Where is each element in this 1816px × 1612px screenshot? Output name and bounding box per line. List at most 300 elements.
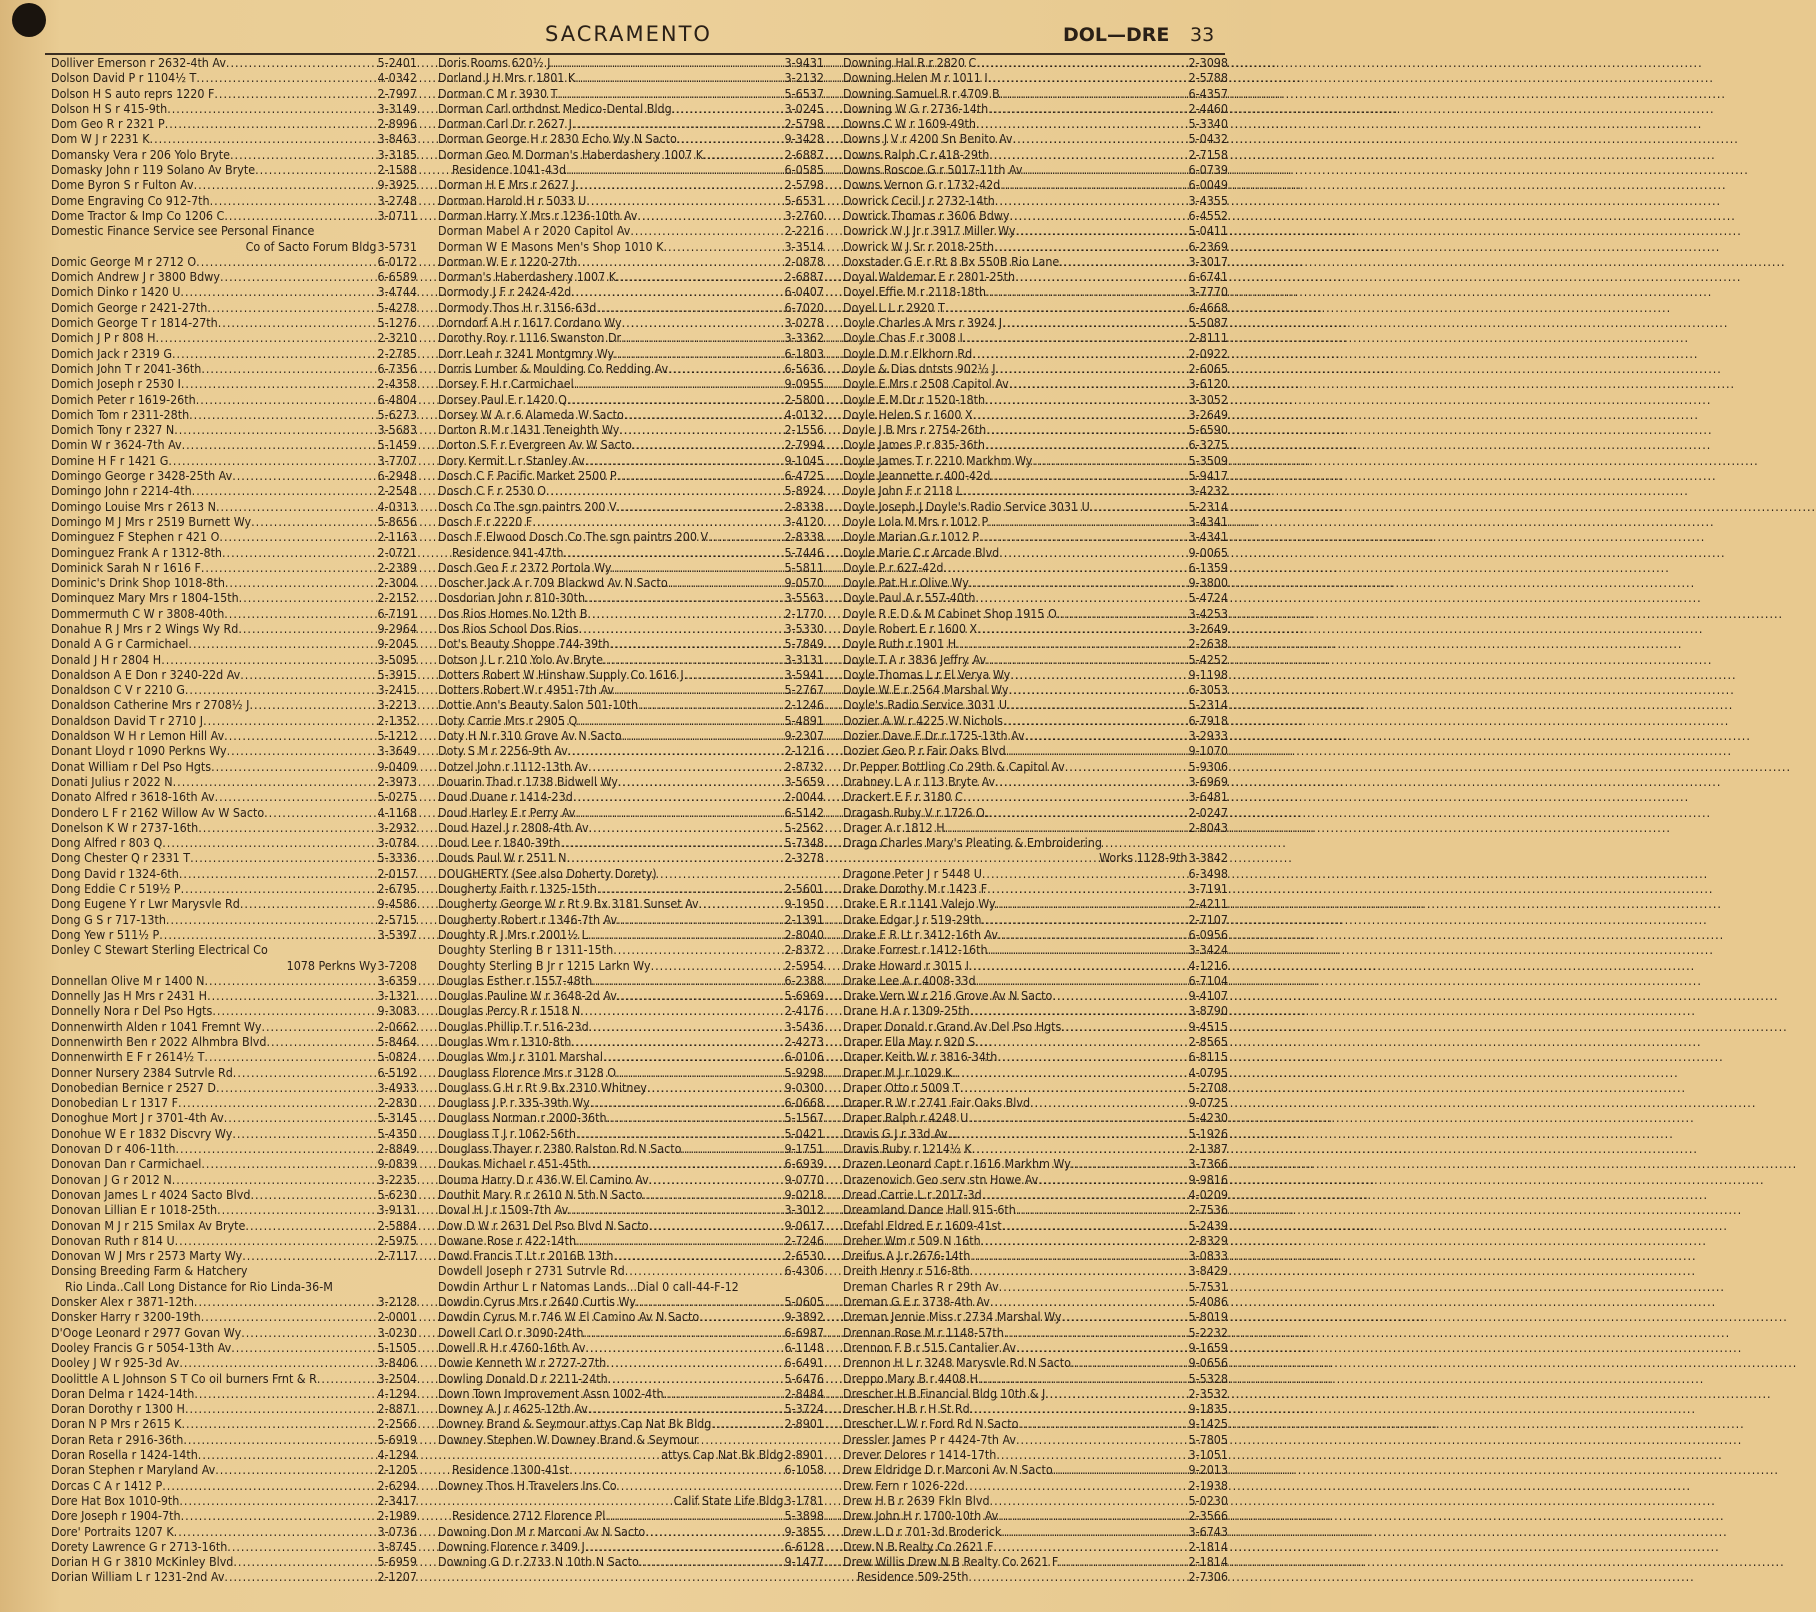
listing-phone: 2-8565: [1188, 1034, 1228, 1049]
listing-phone: 6-2369: [1188, 238, 1228, 254]
dot-leader: [1071, 1156, 1188, 1171]
listing-entry: [438, 697, 824, 712]
dot-leader: [569, 1462, 783, 1477]
dot-leader: [630, 223, 783, 238]
listing-phone: 5-2767: [784, 682, 824, 698]
listing-phone: 6-6491: [784, 1355, 824, 1371]
listing-name: Downey Thos H Travelers Ins Co: [438, 1477, 617, 1493]
dot-leader: [571, 284, 783, 299]
listing-entry: [51, 560, 417, 575]
listing-phone: 2-8338: [784, 529, 824, 545]
listing-entry: [438, 1416, 824, 1431]
listing-name: Donnenwirth Alden r 1041 Fremnt Wy: [51, 1018, 262, 1034]
listing-phone: 2-5975: [377, 1232, 417, 1248]
listing-phone: 2-8043: [1188, 819, 1228, 835]
listing-phone: 2-5715: [377, 911, 417, 927]
listing-entry: [843, 1294, 1228, 1309]
dot-leader: [255, 162, 376, 177]
listing-phone: 2-0001: [377, 1309, 417, 1325]
listing-phone: 3-3149: [377, 100, 417, 116]
listing-phone: 2-1556: [784, 422, 824, 438]
listing-phone: 9-0218: [784, 1186, 824, 1202]
listing-phone: 2-3004: [377, 575, 417, 591]
listing-name: Dorman C M r 3930 T: [438, 85, 558, 101]
listing-entry: [51, 1493, 417, 1508]
listing-phone: 2-8901: [784, 1447, 824, 1463]
listing-name: Downing G D r 2733 N 10th N Sacto: [438, 1554, 639, 1570]
listing-entry: [438, 1355, 824, 1370]
listing-name: Downey Brand & Seymour attys Cap Nat Bk Bldg: [438, 1416, 712, 1432]
dot-leader: [201, 1309, 377, 1324]
listing-entry: [51, 621, 417, 636]
listing-entry: [51, 1080, 417, 1095]
listing-entry: [438, 1309, 824, 1324]
listing-name: Drew N B Realty Co 2621 F: [843, 1538, 994, 1554]
listing-entry: [51, 1386, 417, 1401]
listing-phone: 5-0432: [1188, 131, 1228, 147]
listing-phone: 3-1321: [377, 988, 417, 1004]
listing-phone: 9-2964: [377, 620, 417, 636]
listing-phone: 3-8406: [377, 1355, 417, 1371]
listing-phone: 5-1276: [377, 315, 417, 331]
listing-phone: 2-0878: [784, 253, 824, 269]
listing-entry: [438, 1003, 824, 1018]
listing-phone: 2-4211: [1188, 896, 1228, 912]
listing-phone: 3-3514: [784, 238, 824, 254]
listing-phone: 3-0278: [784, 315, 824, 331]
listing-phone: 3-4120: [784, 513, 824, 529]
dot-leader: [986, 284, 1188, 299]
dot-leader: [649, 1218, 784, 1233]
dot-leader: [588, 759, 783, 774]
dot-leader: [173, 774, 377, 789]
listing-name: Doyle E Mrs r 2508 Capitol Av: [843, 376, 1009, 392]
listing-entry: [51, 1003, 417, 1018]
dot-leader: [216, 1080, 377, 1095]
listing-entry: [843, 1309, 1228, 1324]
listing-entry: [51, 131, 417, 146]
listing-entry: [51, 499, 417, 514]
listing-entry: [843, 1524, 1228, 1539]
listing-entry: [438, 835, 824, 850]
dot-leader: [999, 545, 1187, 560]
dot-leader: [1008, 682, 1187, 697]
listing-name: Doyle Marie C r Arcade Blvd: [843, 544, 1000, 560]
listing-entry: [51, 514, 417, 529]
listing-name: Donaldson W H r Lemon Hill Av: [51, 728, 225, 744]
listing-entry: [843, 162, 1228, 177]
listing-name: Donsing Breeding Farm & Hatchery: [51, 1263, 248, 1279]
dot-leader: [978, 1371, 1187, 1386]
dot-leader: [227, 743, 377, 758]
listing-phone: 6-7104: [1188, 972, 1228, 988]
dot-leader: [987, 881, 1187, 896]
listing-entry: [51, 1294, 417, 1309]
dot-leader: [985, 805, 1188, 820]
listing-entry: [51, 1126, 417, 1141]
listing-phone: 5-6273: [377, 406, 417, 422]
dot-leader: [684, 667, 784, 682]
listing-name: Downing Don M r Marconi Av N Sacto: [438, 1523, 646, 1539]
listing-phone: 6-2948: [377, 468, 417, 484]
listing-entry: [438, 514, 824, 529]
dot-leader: [172, 1172, 377, 1187]
listing-name: Donelson K W r 2737-16th: [51, 819, 199, 835]
listing-entry: [438, 177, 824, 192]
listing-entry: [843, 330, 1228, 345]
listing-entry: [438, 1447, 824, 1462]
dot-leader: [179, 1493, 376, 1508]
listing-name: Calif State Life Bldg: [673, 1492, 784, 1508]
listing-entry: [51, 866, 417, 881]
listing-phone: 2-8996: [377, 116, 417, 132]
listing-name: Donald J H r 2804 H: [51, 651, 162, 667]
listing-name: Domich Tom r 2311-28th: [51, 406, 190, 422]
dot-leader: [603, 652, 783, 667]
listing-phone: 9-0770: [784, 1171, 824, 1187]
listing-phone: 2-5788: [1188, 70, 1228, 86]
dot-leader: [166, 912, 377, 927]
dot-leader: [210, 193, 377, 208]
listing-entry: [843, 116, 1228, 131]
listing-entry: [51, 376, 417, 391]
listing-phone: 2-1207: [377, 1569, 417, 1585]
listing-entry: [438, 116, 824, 131]
listing-entry: [51, 1218, 417, 1233]
listing-name: Doud Duane r 1414-23d: [438, 789, 573, 805]
listing-name: Donsker Alex r 3871-12th: [51, 1294, 194, 1310]
dot-leader: [224, 1110, 377, 1125]
listing-entry: [843, 575, 1228, 590]
listing-phone: 2-8111: [1188, 330, 1228, 346]
dot-leader: [207, 988, 376, 1003]
listing-name: Drefahl Eldred E r 1609-41st: [843, 1217, 1002, 1233]
listing-entry: [843, 560, 1228, 575]
dot-leader: [585, 453, 784, 468]
listing-name: Douglas Pauline W r 3648-2d Av: [438, 988, 617, 1004]
listing-phone: 3-8463: [377, 131, 417, 147]
listing-entry: [438, 453, 824, 468]
listing-name: D'Ooge Leonard r 2977 Govan Wy: [51, 1324, 242, 1340]
listing-entry: [438, 1156, 824, 1171]
dot-leader: [172, 346, 377, 361]
listing-phone: 9-3800: [1188, 575, 1228, 591]
listing-entry: [51, 193, 417, 208]
listing-phone: 2-1770: [784, 605, 824, 621]
listing-phone: 3-5659: [784, 773, 824, 789]
listing-phone: 2-7994: [784, 437, 824, 453]
listing-entry: [843, 1126, 1228, 1141]
dot-leader: [563, 545, 783, 560]
listing-phone: 6-3498: [1188, 865, 1228, 881]
dot-leader: [1004, 1325, 1188, 1340]
listing-phone: 3-5731: [377, 238, 417, 254]
listing-name: Doyel Effie M r 2118-18th: [843, 284, 987, 300]
dot-leader: [1007, 697, 1188, 712]
dot-leader: [196, 254, 376, 269]
listing-name: Douglas Esther r 1557-48th: [438, 972, 593, 988]
listing-entry: [843, 1034, 1228, 1049]
listing-entry: [843, 743, 1228, 758]
listing-entry: [843, 820, 1228, 835]
dot-leader: [225, 575, 377, 590]
listing-name: Doyle D M r Elkhorn Rd: [843, 345, 973, 361]
listing-entry: [438, 942, 824, 957]
listing-entry: [51, 1554, 417, 1569]
listing-phone: 5-7348: [784, 835, 824, 851]
dot-leader: [603, 1049, 784, 1064]
listing-phone: 6-4357: [1188, 85, 1228, 101]
dot-leader: [976, 116, 1188, 131]
listing-entry: [843, 1233, 1228, 1248]
listing-name: Drennon H L r 3248 Marysvle Rd N Sacto: [843, 1355, 1071, 1371]
listing-phone: 9-0617: [784, 1217, 824, 1233]
listing-entry: [51, 162, 417, 177]
listing-phone: 2-8871: [377, 1401, 417, 1417]
dot-leader: [183, 1432, 376, 1447]
dot-leader: [211, 759, 376, 774]
listing-name: Donovan W J Mrs r 2573 Marty Wy: [51, 1248, 243, 1264]
dot-leader: [317, 1371, 377, 1386]
listing-name: Downing Florence r 3409 J: [438, 1538, 585, 1554]
listing-phone: 2-1163: [377, 529, 417, 545]
city-title: SACRAMENTO: [545, 22, 712, 46]
dot-leader: [192, 483, 377, 498]
dot-leader: [588, 1156, 783, 1171]
dot-leader: [251, 514, 376, 529]
listing-entry: [51, 1065, 417, 1080]
listing-entry: [843, 590, 1228, 605]
listing-name: Drever Delores r 1414-17th: [843, 1447, 997, 1463]
listing-entry: [438, 1218, 824, 1233]
listing-phone: 5-6590: [1188, 422, 1228, 438]
listing-name: Dowane Rose r 422-14th: [438, 1232, 577, 1248]
dot-leader: [1030, 1095, 1187, 1110]
dot-leader: [198, 820, 376, 835]
listing-entry: [843, 835, 1228, 850]
listing-entry: [438, 1478, 824, 1493]
listing-entry: [843, 1187, 1228, 1202]
listing-entry: [843, 973, 1228, 988]
listing-entry: [438, 682, 824, 697]
listing-name: Domich John T r 2041-36th: [51, 360, 202, 376]
dot-leader: [242, 1248, 376, 1263]
listing-entry: [843, 392, 1228, 407]
listing-name: Dorety Lawrence G r 2713-16th: [51, 1538, 228, 1554]
listing-name: Downing Helen M r 1011 I: [843, 70, 988, 86]
listing-entry: [843, 315, 1228, 330]
listing-name: Douglas Wm J r 3101 Marshal: [438, 1049, 603, 1065]
listing-entry: [438, 1539, 824, 1554]
listing-entry: [438, 70, 824, 85]
listing-entry: [843, 1554, 1228, 1569]
listing-name: Dorton R M r 1431 Teneighth Wy: [438, 422, 620, 438]
dot-leader: [647, 1080, 784, 1095]
listing-phone: 2-5798: [784, 177, 824, 193]
listing-name: Doolittle A L Johnson S T Co oil burners Frnt & R: [51, 1370, 317, 1386]
listing-phone: 3-3185: [377, 146, 417, 162]
listing-name: Residence 1041-43d: [452, 162, 567, 178]
listing-phone: 3-2504: [377, 1370, 417, 1386]
listing-phone: 5-3724: [784, 1401, 824, 1417]
listing-name: Doyle's Radio Service 3031 U: [843, 697, 1008, 713]
listing-name: Dozier Geo P r Fair Oaks Blvd: [843, 743, 1006, 759]
listing-phone: 6-0407: [784, 284, 824, 300]
listing-phone: 3-7366: [1188, 1156, 1228, 1172]
listing-phone: 2-6795: [377, 881, 417, 897]
listing-entry: [843, 1095, 1228, 1110]
dot-leader: [952, 1065, 1187, 1080]
listing-phone: 2-1352: [377, 712, 417, 728]
listing-phone: 2-1814: [1188, 1538, 1228, 1554]
listing-name: Donnelly Nora r Del Pso Hgts: [51, 1003, 213, 1019]
listing-phone: 3-2649: [1188, 406, 1228, 422]
dot-leader: [1058, 1554, 1187, 1569]
listing-name: Drackert E F r 3180 C: [843, 789, 963, 805]
dot-leader: [238, 621, 376, 636]
listing-entry: [438, 1371, 824, 1386]
listing-entry: [843, 55, 1228, 70]
listing-name: Dome Tractor & Imp Co 1206 C: [51, 207, 225, 223]
listing-phone: 2-0662: [377, 1018, 417, 1034]
listing-phone: 5-5087: [1188, 315, 1228, 331]
listing-phone: 9-1835: [1188, 1401, 1228, 1417]
listing-name: Doyle T A r 3836 Jeffry Av: [843, 651, 987, 667]
listing-entry: [438, 437, 824, 452]
dot-leader: [988, 70, 1188, 85]
listing-entry: [51, 1432, 417, 1447]
listing-name: Dreman Jennie Miss r 2734 Marshal Wy: [843, 1309, 1062, 1325]
listing-name: Drake Lee A r 4008-33d: [843, 972, 976, 988]
listing-entry: [438, 300, 824, 315]
listing-entry: [51, 468, 417, 483]
listing-name: Dorman W E r 1220-27th: [438, 253, 578, 269]
listing-entry: [438, 1493, 824, 1508]
listing-name: Downing Samuel R r 4709 B: [843, 85, 1000, 101]
listing-phone: 2-4460: [1188, 100, 1228, 116]
dot-leader: [198, 1447, 377, 1462]
listing-name: Doty Carrie Mrs r 2905 Q: [438, 712, 578, 728]
listing-entry: [438, 560, 824, 575]
listing-phone: 5-4230: [1188, 1110, 1228, 1126]
listing-phone: 2-3417: [377, 1492, 417, 1508]
listing-phone: 5-1567: [784, 1110, 824, 1126]
listing-name: Domich Joseph r 2530 I: [51, 376, 181, 392]
dot-leader: [590, 1095, 784, 1110]
listing-name: Donald A G r Carmichael: [51, 636, 189, 652]
listing-entry: [843, 1462, 1228, 1477]
dot-leader: [1022, 162, 1187, 177]
listing-phone: 5-2401: [377, 55, 417, 70]
listing-name: Dowdin Cyrus Mrs r 2640 Curtis Wy: [438, 1294, 636, 1310]
dot-leader: [589, 1019, 784, 1034]
listing-entry: [438, 1019, 824, 1034]
listing-phone: 5-3336: [377, 850, 417, 866]
listing-entry: [438, 284, 824, 299]
listing-name: DOUGHERTY (See also Doherty Dorety): [438, 865, 657, 881]
listing-entry: [438, 1141, 824, 1156]
listing-entry: [438, 1462, 824, 1477]
dot-leader: [990, 1493, 1188, 1508]
listing-name: Dory Kermit L r Stanley Av: [438, 452, 585, 468]
listing-phone: 3-3052: [1188, 391, 1228, 407]
listing-phone: 9-0570: [784, 575, 824, 591]
dot-leader: [575, 805, 783, 820]
dot-leader: [956, 636, 1187, 651]
listing-phone: 2-0721: [377, 544, 417, 560]
dot-leader: [212, 1003, 376, 1018]
listing-phone: 6-4668: [1188, 299, 1228, 315]
listing-name: Donobedian L r 1317 F: [51, 1095, 179, 1111]
listing-phone: 3-5095: [377, 651, 417, 667]
listing-name: Dorothy Roy r 1116 Swanston Dr: [438, 330, 622, 346]
listing-name: Dore' Portraits 1207 K: [51, 1523, 174, 1539]
dot-leader: [617, 468, 784, 483]
listing-phone: 5-2562: [784, 819, 824, 835]
dot-leader: [972, 346, 1187, 361]
listing-name: Drazen Leonard Capt r 1616 Markhm Wy: [843, 1156, 1071, 1172]
listing-name: Donovan D r 406-11th: [51, 1141, 176, 1157]
dot-leader: [1006, 743, 1188, 758]
listing-phone: 2-0157: [377, 865, 417, 881]
dot-leader: [239, 590, 377, 605]
listing-phone: 5-1926: [1188, 1125, 1228, 1141]
listing-phone: 2-8372: [784, 942, 824, 958]
listing-phone: 5-3340: [1188, 116, 1228, 132]
listing-phone: 6-1148: [784, 1339, 824, 1355]
listing-entry: [843, 1172, 1228, 1187]
listing-name: Douthit Mary R r 2610 N 5th N Sacto: [438, 1186, 643, 1202]
listing-name: Domich Tony r 2327 N: [51, 422, 175, 438]
listing-name: Downs J V r 4200 Sn Benito Av: [843, 131, 1013, 147]
listing-entry: [51, 1263, 417, 1278]
listing-entry: [51, 1172, 417, 1187]
listing-phone: 3-7208: [377, 957, 417, 973]
listing-entry: [843, 284, 1228, 299]
listing-phone: 9-3925: [377, 177, 417, 193]
listing-name: Doughty Sterling B r 1311-15th: [438, 942, 614, 958]
listing-name: Downs Vernon G r 1732-42d: [843, 177, 1001, 193]
listing-entry: [51, 1019, 417, 1034]
listing-name: Doyle J B Mrs r 2754-26th: [843, 422, 987, 438]
listing-entry: [51, 1478, 417, 1493]
listing-entry: [51, 652, 417, 667]
listing-name: Doran Reta r 2916-36th: [51, 1431, 184, 1447]
listing-name: Works 1128-9th: [1099, 850, 1188, 866]
listing-name: Drabney L A r 113 Bryte Av: [843, 773, 996, 789]
listing-name: Drescher H B Financial Bldg 10th & J: [843, 1385, 1046, 1401]
listing-entry: [843, 621, 1228, 636]
listing-name: Dorman's Haberdashery 1007 K: [438, 269, 617, 285]
listing-name: Dosch F Elwood Dosch Co The sgn paintrs 200 V: [438, 529, 709, 545]
listing-entry: [843, 1386, 1228, 1401]
listing-name: Dreifus A J r 2676-14th: [843, 1248, 971, 1264]
listing-entry: [438, 1325, 824, 1340]
listing-name: Drager A r 1812 H: [843, 819, 945, 835]
dot-leader: [973, 407, 1188, 422]
listing-name: Dong Eugene Y r Lwr Marysvle Rd: [51, 896, 240, 912]
dot-leader: [182, 437, 377, 452]
listing-phone: 2-8849: [377, 1141, 417, 1157]
listing-name: Doyle John F r 2118 L: [843, 483, 963, 499]
dot-leader: [233, 1554, 376, 1569]
listing-phone: 9-1751: [784, 1141, 824, 1157]
dot-leader: [577, 254, 783, 269]
listing-name: Drescher H B r H St Rd: [843, 1401, 970, 1417]
listing-phone: 2-3210: [377, 330, 417, 346]
dot-leader: [179, 866, 377, 881]
listing-entry: [51, 759, 417, 774]
